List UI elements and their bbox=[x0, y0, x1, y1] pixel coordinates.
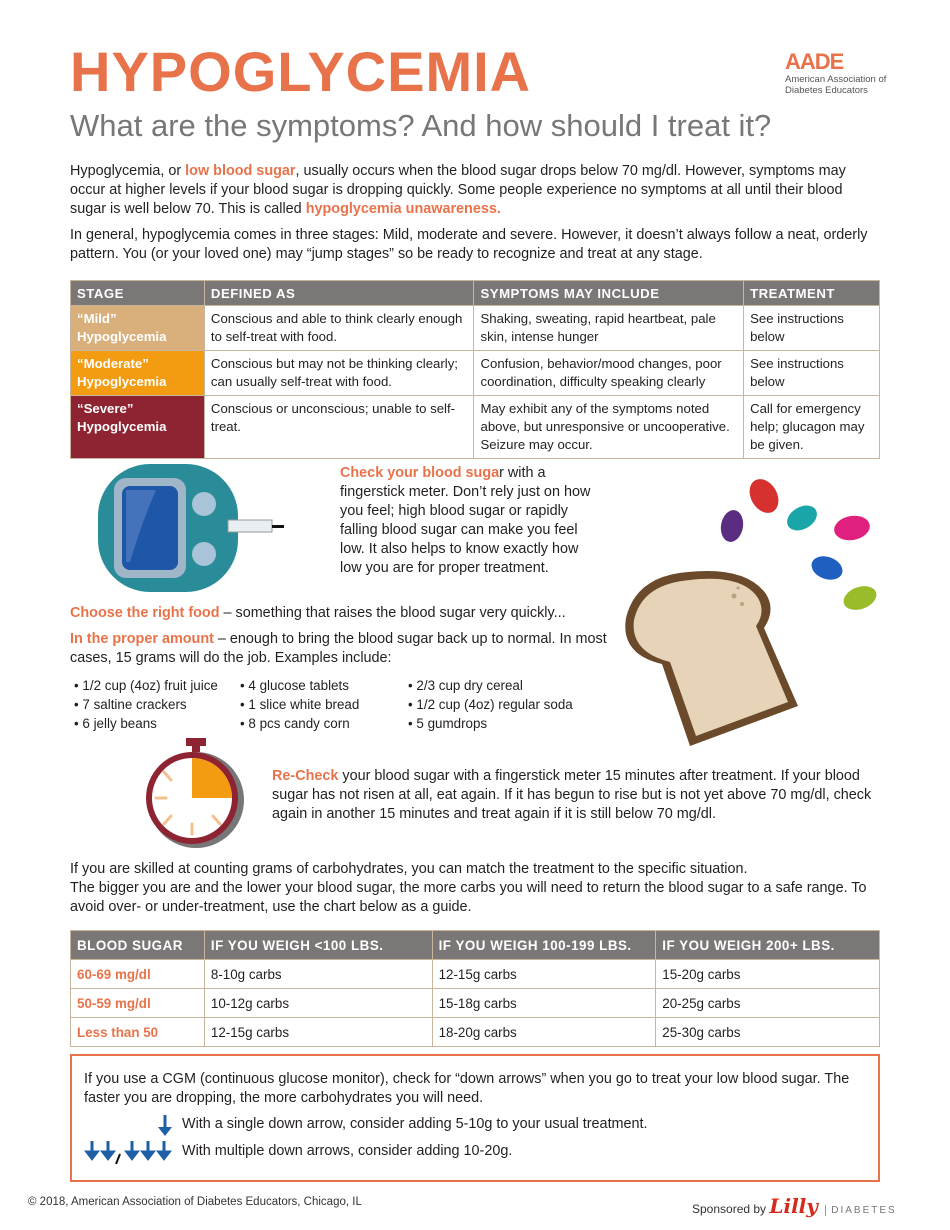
table-cell: 12-15g carbs bbox=[204, 1018, 432, 1047]
list-item: • 2/3 cup dry cereal bbox=[408, 678, 523, 693]
stage-mild: “Mild” Hypoglycemia bbox=[71, 306, 205, 351]
highlight-check: Check your blood suga bbox=[340, 465, 500, 481]
header-200-plus: IF YOU WEIGH 200+ LBS. bbox=[656, 931, 880, 960]
table-cell: 25-30g carbs bbox=[656, 1018, 880, 1047]
check-paragraph bbox=[340, 464, 602, 578]
intro-paragraph-2: In general, hypoglycemia comes in three stages: Mild, moderate and severe. However, it doesn’t always follow a neat, orderly pattern. You (or your loved one) may “jump stages” so be ready to recognize and treat at any stage. bbox=[70, 227, 868, 262]
list-item: • 5 gumdrops bbox=[408, 716, 488, 731]
header-under-100: IF YOU WEIGH <100 LBS. bbox=[204, 931, 432, 960]
cgm-multiple-arrows-text: With multiple down arrows, consider adding 10-20g. bbox=[182, 1143, 513, 1159]
highlight-right-food: Choose the right food bbox=[70, 605, 220, 621]
stage-table bbox=[70, 280, 880, 459]
bs-range: 60-69 mg/dl bbox=[71, 960, 205, 989]
copyright: © 2018, American Association of Diabetes Educators, Chicago, IL bbox=[28, 1196, 362, 1208]
table-cell: 15-20g carbs bbox=[656, 960, 880, 989]
food-column-1 bbox=[74, 676, 218, 733]
table-row bbox=[71, 960, 880, 989]
list-item: • 6 jelly beans bbox=[74, 716, 157, 731]
table-cell: Conscious or unconscious; unable to self-treat. bbox=[204, 396, 474, 459]
table-cell: 18-20g carbs bbox=[432, 1018, 656, 1047]
glucose-meter-icon bbox=[96, 462, 286, 594]
food-column-3 bbox=[408, 676, 573, 733]
logo-text: American Association of Diabetes Educators bbox=[785, 74, 887, 96]
table-cell: Confusion, behavior/mood changes, poor coordination, difficulty speaking clearly bbox=[474, 351, 744, 396]
sponsor bbox=[692, 1194, 897, 1218]
table-row bbox=[71, 989, 880, 1018]
food-column-2 bbox=[240, 676, 359, 733]
check-text: r with a fingerstick meter. Don’t rely just on how you feel; high blood sugar or rapidly falling blood sugar can make you feel low. It also helps to know exactly how low you are for proper treatment. bbox=[340, 465, 591, 576]
page-subtitle: What are the symptoms? And how should I treat it? bbox=[70, 108, 772, 143]
highlight-recheck: Re-Check bbox=[272, 768, 339, 784]
table-cell: Call for emergency help; glucagon may be given. bbox=[744, 396, 880, 459]
page-title: HYPOGLYCEMIA bbox=[70, 40, 532, 103]
list-item: • 1/2 cup (4oz) regular soda bbox=[408, 697, 573, 712]
table-cell: 15-18g carbs bbox=[432, 989, 656, 1018]
highlight-unawareness: hypoglycemia unawareness. bbox=[305, 201, 501, 217]
stage-table-header bbox=[71, 281, 880, 306]
blood-sugar-table bbox=[70, 930, 880, 1047]
table-cell: 8-10g carbs bbox=[204, 960, 432, 989]
down-arrow-icon bbox=[156, 1114, 174, 1138]
bs-range: Less than 50 bbox=[71, 1018, 205, 1047]
table-row bbox=[71, 306, 880, 351]
food-line-1 bbox=[70, 604, 630, 623]
table-cell: See instructions below bbox=[744, 306, 880, 351]
list-item: • 4 glucose tablets bbox=[240, 678, 349, 693]
table-cell: Conscious but may not be thinking clearly; can usually self-treat with food. bbox=[204, 351, 474, 396]
lilly-logo: Lilly bbox=[769, 1194, 818, 1218]
table-row bbox=[71, 1018, 880, 1047]
food-text: – enough to bring the blood sugar back up to normal. In most cases, 15 grams will do the job. Examples include: bbox=[70, 631, 607, 666]
stopwatch-icon bbox=[140, 738, 252, 850]
table-row bbox=[71, 396, 880, 459]
table-row bbox=[71, 351, 880, 396]
stage-severe: “Severe” Hypoglycemia bbox=[71, 396, 205, 459]
bs-table-header bbox=[71, 931, 880, 960]
cgm-single-arrow-text: With a single down arrow, consider adding 5-10g to your usual treatment. bbox=[182, 1116, 648, 1132]
header-100-199: IF YOU WEIGH 100-199 LBS. bbox=[432, 931, 656, 960]
table-cell: May exhibit any of the symptoms noted above, but unresponsive or uncooperative. Seizure may occur. bbox=[474, 396, 744, 459]
highlight-low-blood-sugar: low blood sugar bbox=[185, 163, 296, 179]
multiple-down-arrows-icon bbox=[84, 1140, 176, 1166]
food-line-2 bbox=[70, 630, 610, 668]
table-cell: 12-15g carbs bbox=[432, 960, 656, 989]
sponsored-by-label: Sponsored by bbox=[692, 1202, 767, 1216]
table-cell: 20-25g carbs bbox=[656, 989, 880, 1018]
header-defined: DEFINED AS bbox=[204, 281, 474, 306]
header-stage: STAGE bbox=[71, 281, 205, 306]
header-blood-sugar: BLOOD SUGAR bbox=[71, 931, 205, 960]
header-symptoms: SYMPTOMS MAY INCLUDE bbox=[474, 281, 744, 306]
list-item: • 8 pcs candy corn bbox=[240, 716, 350, 731]
list-item: • 7 saltine crackers bbox=[74, 697, 187, 712]
cgm-paragraph: If you use a CGM (continuous glucose monitor), check for “down arrows” when you go to treat your low blood sugar. The faster you are dropping, the more carbohydrates you will need. bbox=[84, 1071, 850, 1106]
aade-logo bbox=[785, 50, 905, 96]
highlight-proper-amount: In the proper amount bbox=[70, 631, 214, 647]
food-text: – something that raises the blood sugar very quickly... bbox=[219, 605, 566, 621]
table-cell: See instructions below bbox=[744, 351, 880, 396]
diabetes-label: DIABETES bbox=[825, 1205, 896, 1216]
table-cell: Shaking, sweating, rapid heartbeat, pale skin, intense hunger bbox=[474, 306, 744, 351]
carbs-paragraph-1: If you are skilled at counting grams of carbohydrates, you can match the treatment to the specific situation. bbox=[70, 861, 748, 877]
table-cell: Conscious and able to think clearly enough to self-treat with food. bbox=[204, 306, 474, 351]
intro-paragraph-1 bbox=[70, 162, 882, 219]
carbs-paragraph-2: The bigger you are and the lower your blood sugar, the more carbs you will need to return the blood sugar to a safe range. To avoid over- or under-treatment, use the chart below as a guide. bbox=[70, 880, 867, 915]
list-item: • 1 slice white bread bbox=[240, 697, 360, 712]
recheck-text: your blood sugar with a fingerstick meter 15 minutes after treatment. If your blood sugar has not risen at all, eat again. If it has begun to rise but is not yet above 70 mg/dl, check again in another 15 minutes and treat again if it is still below 70 mg/dl. bbox=[272, 768, 872, 822]
bs-range: 50-59 mg/dl bbox=[71, 989, 205, 1018]
recheck-paragraph bbox=[272, 767, 872, 824]
bread-slice-icon bbox=[616, 566, 816, 750]
intro-text: Hypoglycemia, or bbox=[70, 163, 186, 179]
stage-moderate: “Moderate” Hypoglycemia bbox=[71, 351, 205, 396]
table-cell: 10-12g carbs bbox=[204, 989, 432, 1018]
header-treatment: TREATMENT bbox=[744, 281, 880, 306]
list-item: • 1/2 cup (4oz) fruit juice bbox=[74, 678, 218, 693]
logo-mark: AADE bbox=[785, 49, 844, 74]
intro-text: , usually occurs when the blood sugar drops below 70 mg/dl. However, symptoms may occur at higher levels if your blood sugar is dropping quickly. Some people experience no symptoms at all until their blood sugar is well below 70. This is called bbox=[70, 163, 846, 217]
